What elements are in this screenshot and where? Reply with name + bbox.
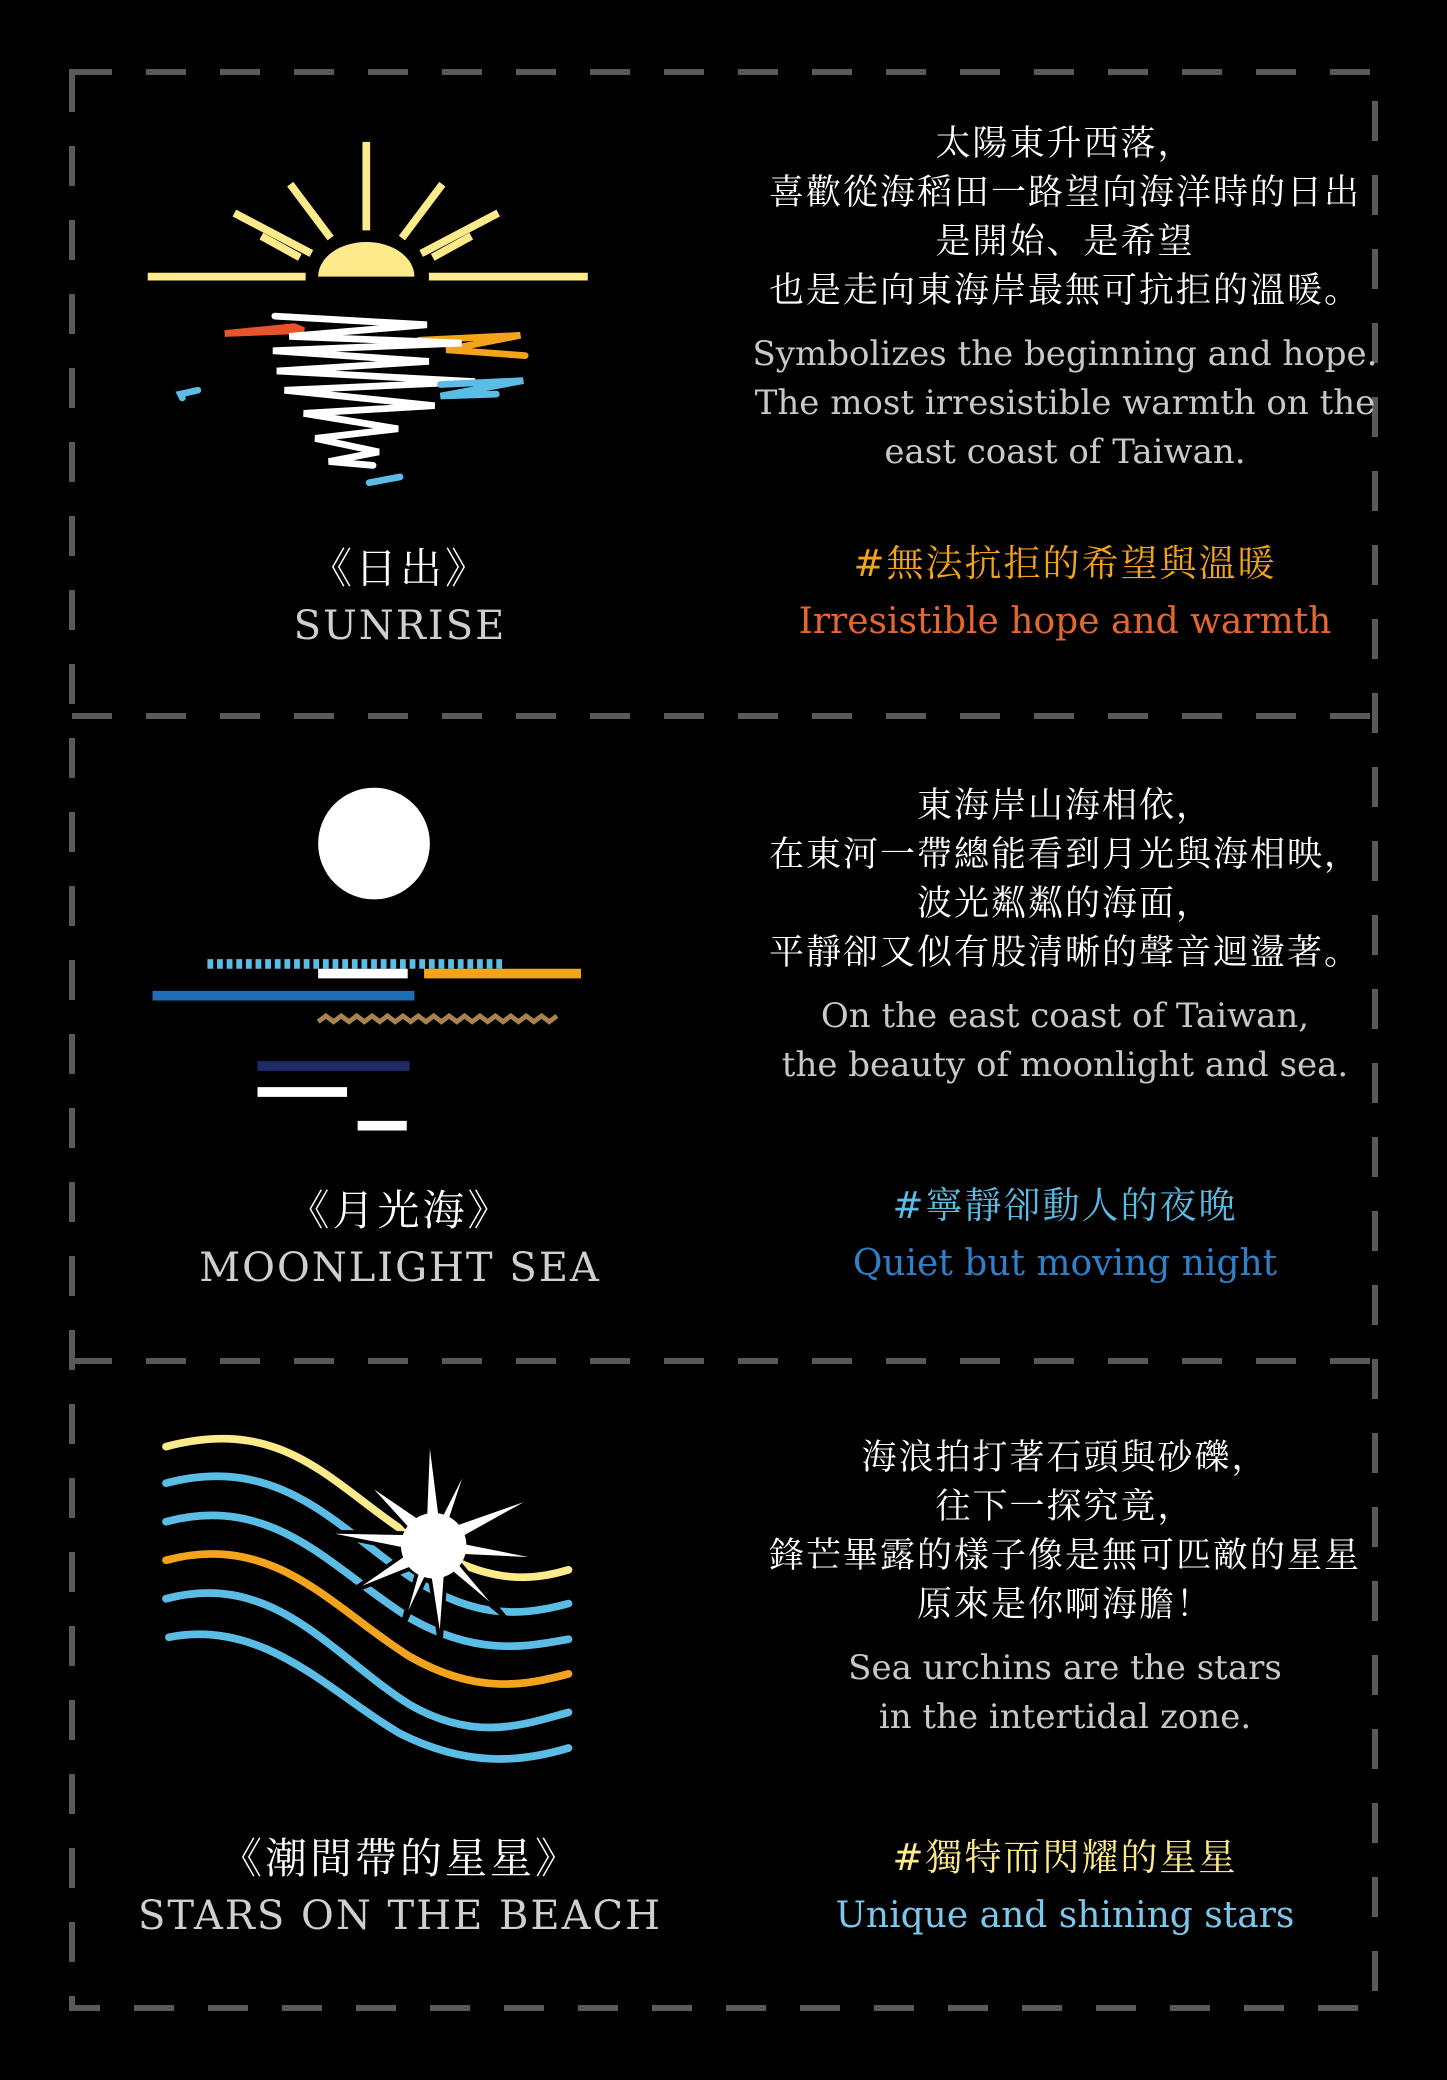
title-sunrise [100,540,700,654]
tag-en: Unique and shining stars [835,1895,1295,1936]
section-stars-on-the-beach [70,1358,1377,2008]
title-zh: 《潮間帶的星星》 [219,1834,580,1883]
tagline-moonlight-sea [680,1178,1447,1294]
description-moonlight-sea [680,782,1447,1090]
title-zh: 《日出》 [309,544,490,593]
zh-line: 鋒芒畢露的樣子像是無可匹敵的星星 [768,1536,1361,1576]
tag-zh: #寧靜卻動人的夜晚 [892,1184,1238,1227]
title-moonlight-sea [100,1182,700,1296]
zh-line: 往下一探究竟， [935,1487,1195,1527]
en-line: Sea urchins are the stars [848,1648,1282,1688]
zh-line: 是開始、是希望 [935,222,1195,262]
title-en: SUNRISE [293,603,507,649]
zh-line: 原來是你啊海膽！ [916,1585,1213,1625]
en-line: Symbolizes the beginning and hope. [752,334,1378,374]
tag-en: Irresistible hope and warmth [798,601,1332,642]
zh-line: 也是走向東海岸最無可抗拒的溫暖。 [768,271,1361,311]
zh-line: 海浪拍打著石頭與砂礫， [861,1438,1269,1478]
title-zh: 《月光海》 [287,1186,513,1235]
tag-en: Quiet but moving night [852,1243,1278,1284]
en-line: east coast of Taiwan. [884,432,1246,472]
en-line: On the east coast of Taiwan, [820,996,1310,1036]
zh-line: 東海岸山海相依， [916,786,1213,826]
tag-zh: #獨特而閃耀的星星 [892,1836,1238,1879]
title-en: MOONLIGHT SEA [199,1245,601,1291]
en-line: the beauty of moonlight and sea. [781,1045,1349,1085]
tag-zh: #無法抗拒的希望與溫暖 [853,542,1277,585]
sunrise-illustration [140,130,660,560]
zh-line: 喜歡從海稻田一路望向海洋時的日出 [768,173,1361,213]
zh-line: 波光粼粼的海面， [916,884,1213,924]
tagline-stars-on-the-beach [680,1830,1447,1946]
section-sunrise [70,60,1377,710]
en-line: The most irresistible warmth on the [754,383,1376,423]
description-sunrise [680,120,1447,477]
tagline-sunrise [680,536,1447,652]
zh-line: 平靜卻又似有股清晰的聲音迴盪著。 [768,933,1361,973]
title-stars-on-the-beach [100,1830,700,1944]
moon-icon [318,788,430,900]
title-en: STARS ON THE BEACH [138,1893,662,1939]
description-stars-on-the-beach [680,1434,1447,1742]
en-line: in the intertidal zone. [878,1697,1252,1737]
zh-line: 在東河一帶總能看到月光與海相映， [768,835,1361,875]
section-moonlight-sea [70,712,1377,1357]
zh-line: 太陽東升西落， [935,124,1195,164]
stars-illustration [140,1418,660,1818]
moonlight-illustration [140,772,660,1152]
